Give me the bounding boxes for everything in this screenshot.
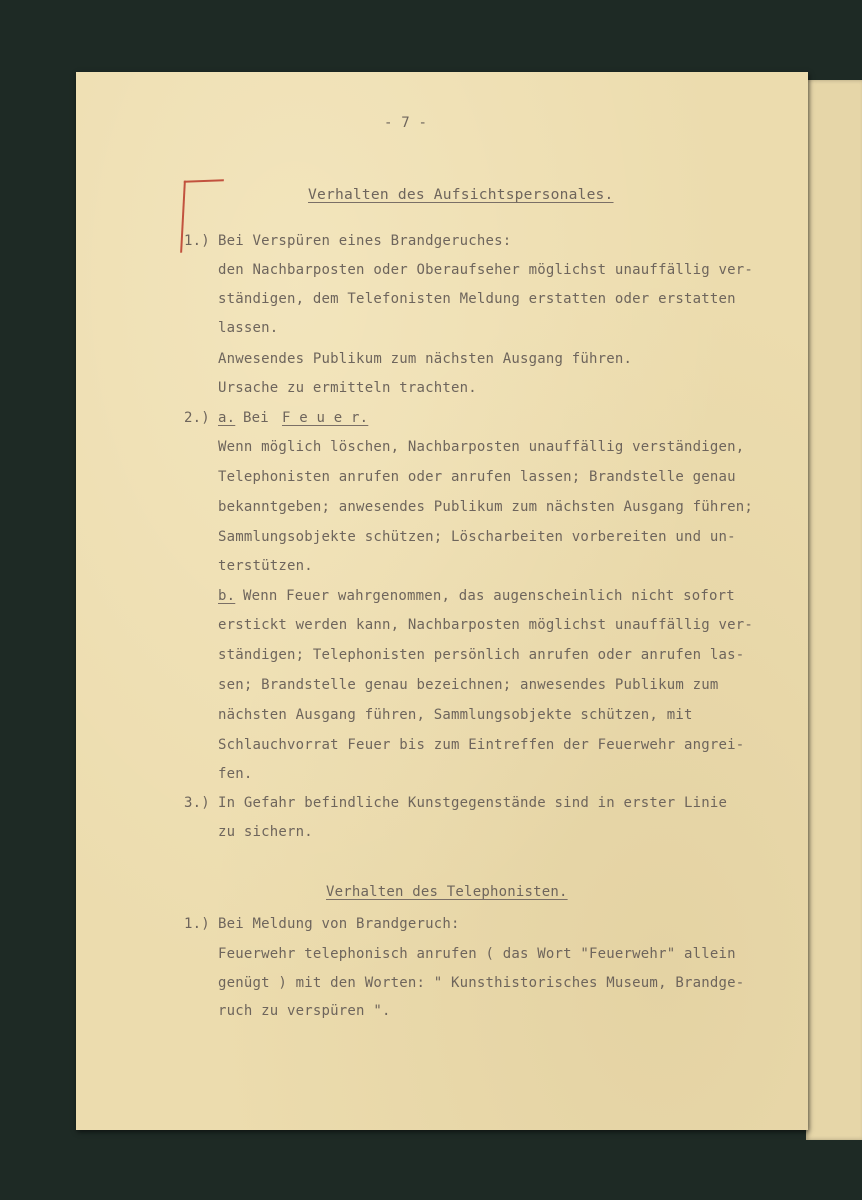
item1-line-3: ständigen, dem Telefonisten Meldung erstatten oder erstatten xyxy=(218,291,736,307)
sub-item-a-intro: Bei xyxy=(243,410,269,426)
section2-line-2: Feuerwehr telephonisch anrufen ( das Wort "Feuerwehr" allein xyxy=(218,946,736,962)
section2-item-number-1: 1.) xyxy=(184,916,210,932)
item2a-line-4: Sammlungsobjekte schützen; Löscharbeiten vorbereiten und un- xyxy=(218,529,736,545)
item3-line-1: In Gefahr befindliche Kunstgegenstände sind in erster Linie xyxy=(218,795,728,811)
item2b-line-5: nächsten Ausgang führen, Sammlungsobjekte schützen, mit xyxy=(218,707,693,723)
section2-line-1: Bei Meldung von Brandgeruch: xyxy=(218,916,460,932)
section2-line-4: ruch zu verspüren ". xyxy=(218,1003,391,1019)
item1-line-6: Ursache zu ermitteln trachten. xyxy=(218,380,477,396)
item2b-line-7: fen. xyxy=(218,766,253,782)
item-number-1: 1.) xyxy=(184,233,210,249)
item2b-line-4: sen; Brandstelle genau bezeichnen; anwesendes Publikum zum xyxy=(218,677,719,693)
sub-item-a-feuer: F e u e r. xyxy=(282,410,369,426)
section-heading-telephonist: Verhalten des Telephonisten. xyxy=(326,884,568,900)
item3-line-2: zu sichern. xyxy=(218,824,313,840)
item2b-line-3: ständigen; Telephonisten persönlich anrufen oder anrufen las- xyxy=(218,647,745,663)
item2a-line-5: terstützen. xyxy=(218,558,313,574)
item2a-line-1: Wenn möglich löschen, Nachbarposten unauffällig verständigen, xyxy=(218,439,745,455)
item1-line-4: lassen. xyxy=(218,320,279,336)
adjacent-page-edge xyxy=(806,80,862,1140)
item2a-line-3: bekanntgeben; anwesendes Publikum zum nächsten Ausgang führen; xyxy=(218,499,753,515)
sub-item-b-label: b. xyxy=(218,588,236,604)
item2b-line-6: Schlauchvorrat Feuer bis zum Eintreffen der Feuerwehr angrei- xyxy=(218,737,745,753)
item1-line-1: Bei Verspüren eines Brandgeruches: xyxy=(218,233,512,249)
section-heading-aufsichtspersonal: Verhalten des Aufsichtspersonales. xyxy=(308,186,614,203)
item1-line-2: den Nachbarposten oder Oberaufseher möglichst unauffällig ver- xyxy=(218,262,753,278)
item2a-line-2: Telephonisten anrufen oder anrufen lassen; Brandstelle genau xyxy=(218,469,736,485)
page-number: - 7 - xyxy=(384,115,428,131)
item2b-line-1: Wenn Feuer wahrgenommen, das augenscheinlich nicht sofort xyxy=(243,588,735,604)
item1-line-5: Anwesendes Publikum zum nächsten Ausgang führen. xyxy=(218,351,633,367)
item-number-3: 3.) xyxy=(184,795,210,811)
sub-item-a-label: a. xyxy=(218,410,236,426)
document-page xyxy=(76,72,808,1130)
item2b-line-2: erstickt werden kann, Nachbarposten möglichst unauffällig ver- xyxy=(218,617,753,633)
section2-line-3: genügt ) mit den Worten: " Kunsthistorisches Museum, Brandge- xyxy=(218,975,745,991)
item-number-2: 2.) xyxy=(184,410,210,426)
